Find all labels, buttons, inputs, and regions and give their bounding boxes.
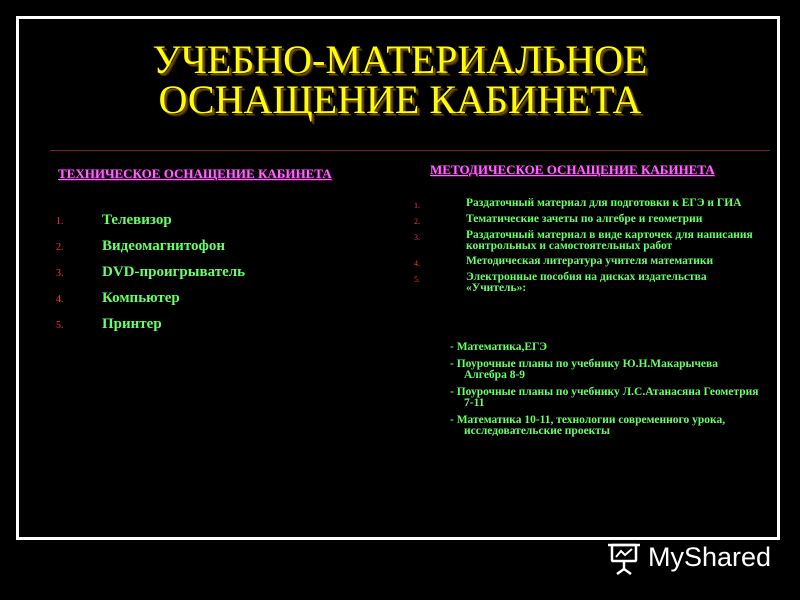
title-divider	[50, 150, 770, 151]
methodical-equipment-heading: МЕТОДИЧЕСКОЕ ОСНАЩЕНИЕ КАБИНЕТА	[430, 162, 715, 177]
item-text: Раздаточный материал для подготовки к ЕГЭ и ГИА	[466, 197, 742, 209]
list-item	[56, 315, 245, 341]
technical-equipment-list	[56, 211, 245, 341]
item-text: DVD-проигрыватель	[102, 264, 246, 280]
item-number: 1.	[414, 201, 420, 210]
item-text: Электронные пособия на дисках издательства «Учитель»:	[466, 271, 707, 294]
watermark-logo	[606, 538, 781, 576]
item-number: 3.	[56, 268, 64, 279]
sub-list-item: - Математика 10-11, технологии современного урока, исследовательские проекты	[450, 414, 726, 437]
list-item	[414, 256, 764, 268]
projector-screen-icon	[606, 539, 646, 575]
item-number: 1.	[56, 216, 64, 227]
sub-list-item: - Поурочные планы по учебнику Ю.Н.Макарычева Алгебра 8-9	[450, 358, 718, 381]
item-number: 4.	[56, 294, 64, 305]
methodical-equipment-list	[414, 198, 764, 298]
item-text: Видеомагнитофон	[102, 238, 226, 254]
sub-list-item: - Поурочные планы по учебнику Л.С.Атанасяна Геометрия 7-11	[450, 386, 759, 409]
sub-list-item: - Математика,ЕГЭ	[450, 341, 548, 353]
item-text: Методическая литература учителя математики	[466, 255, 714, 267]
item-text: Телевизор	[102, 212, 172, 228]
slide-title	[30, 37, 770, 122]
list-item	[56, 289, 245, 315]
item-number: 3.	[414, 233, 420, 242]
item-number: 5.	[56, 320, 64, 331]
watermark-text: MyShared	[648, 541, 772, 572]
title-line-1: УЧЕБНО-МАТЕРИАЛЬНОЕ	[152, 37, 648, 82]
list-item	[414, 230, 764, 252]
list-item	[56, 237, 245, 263]
title-line-2: ОСНАЩЕНИЕ КАБИНЕТА	[158, 77, 642, 122]
electronic-aids-sublist	[450, 342, 760, 443]
list-item	[56, 211, 245, 237]
item-number: 5.	[414, 275, 420, 284]
item-number: 2.	[414, 217, 420, 226]
item-text: Компьютер	[102, 290, 180, 306]
item-text: Тематические зачеты по алгебре и геометрии	[466, 213, 703, 225]
list-item	[414, 214, 764, 226]
item-text: Принтер	[102, 316, 162, 332]
list-item	[414, 272, 764, 294]
item-text: Раздаточный материал в виде карточек для написания контрольных и самостоятельных работ	[466, 229, 753, 252]
item-number: 4.	[414, 259, 420, 268]
list-item	[56, 263, 245, 289]
item-number: 2.	[56, 242, 64, 253]
list-item	[414, 198, 764, 210]
technical-equipment-heading: ТЕХНИЧЕСКОЕ ОСНАЩЕНИЕ КАБИНЕТА	[58, 166, 332, 181]
